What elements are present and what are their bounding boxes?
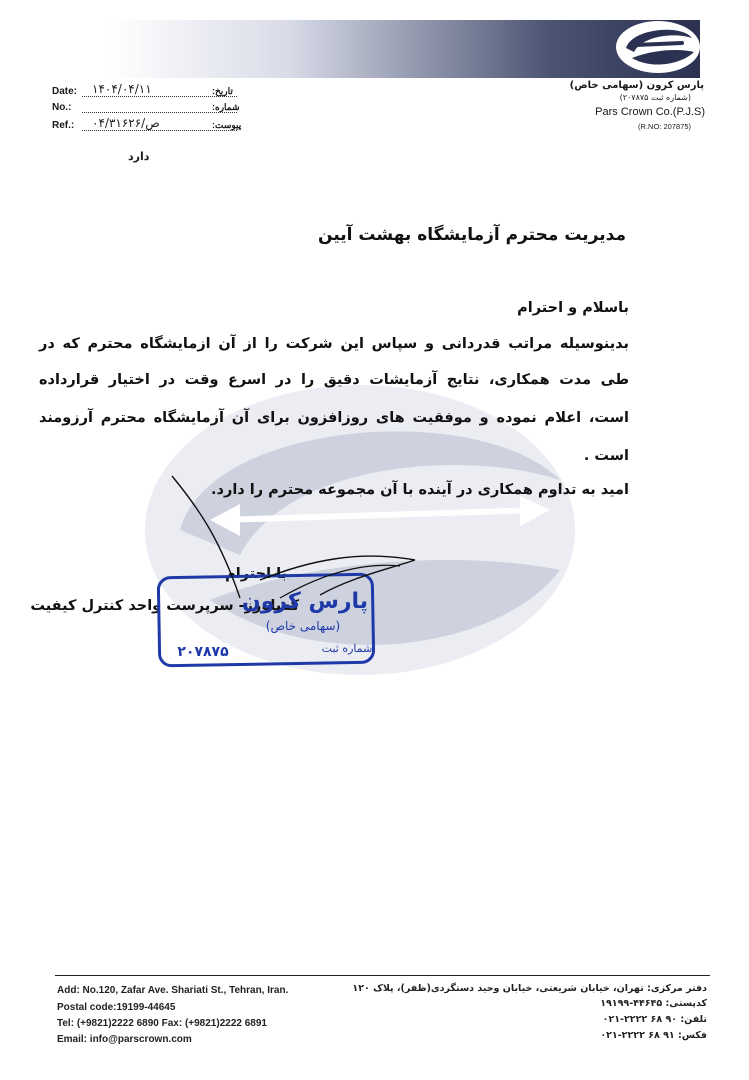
footer-divider [55,975,710,976]
body-line-1: بدینوسیله مراتب قدردانی و سپاس این شرکت را از آن ازمایشگاه محترم که در [39,336,629,352]
footer-address-en: Add: No.120, Zafar Ave. Shariati St., Tehran, Iran. [57,985,289,996]
company-logo [612,18,704,76]
body-line-4: است . [583,448,629,464]
company-registration-fa: (شماره ثبت ۲۰۷۸۷۵) [619,93,691,102]
body-line-3: است، اعلام نموده و موفقیت های روزافزون برای آن آزمایشگاه محترم آرزومند [39,410,629,426]
reference-label: Ref.: [52,120,75,131]
closing-wish-line: امید به تداوم همکاری در آینده با آن مجموعه محترم را دارد. [211,482,629,498]
number-field [52,102,240,113]
date-label: Date: [52,86,78,97]
attachment-value: دارد [128,150,150,163]
footer-postal-fa: کدپستی: ۴۴۶۴۵-۱۹۱۹۹ [600,998,707,1009]
company-name-fa: پارس کرون (سهامی خاص) [569,80,704,91]
greeting-line: باسلام و احترام [517,300,629,316]
date-value: ۱۴۰۴/۰۴/۱۱ [92,82,152,96]
company-name-en: Pars Crown Co.(P.J.S) [595,106,705,118]
body-line-2: طی مدت همکاری، نتایج آزمایشات دقیق را در اسرع وقت در اختیار قرارداده [39,372,629,388]
stamp-reg-number: ۲۰۷۸۷۵ [177,644,229,660]
reference-label-fa: پیوست: [212,120,242,130]
signatory-line: کشاورز- سرپرست واحد کنترل کیفیت [30,598,299,614]
stamp-type-text: (سهامی خاص) [265,619,341,633]
signature-scribble [170,470,430,600]
company-registration-en: (R.NO: 207875) [638,122,691,131]
date-field [52,82,233,97]
footer-email-en: Email: info@parscrown.com [57,1034,192,1045]
footer-address-fa: دفتر مرکزی: تهران، خیابان شریعتی، خیابان وحید دستگردی(ظفر)، پلاک ۱۲۰ [352,983,707,994]
stamp-company-text: پارس کرون [241,589,369,614]
reference-field [52,116,242,131]
stamp-reg-label: شماره ثبت [321,642,373,655]
date-label-fa: تاریخ: [212,86,233,96]
footer-phone-fa: تلفن: ۹۰ ۶۸ ۲۲۲۲-۰۲۱ [602,1014,707,1025]
recipient-line: مدیریت محترم آزمایشگاه بهشت آیین [318,225,626,245]
reference-value: ۰۴/ص/۳۱۶۲۶ [92,116,160,130]
footer-postal-en: Postal code:19199-44645 [57,1002,176,1013]
footer-phone-en: Tel: (+9821)2222 6890 Fax: (+9821)2222 6891 [57,1018,267,1029]
number-label: No.: [52,102,72,113]
sign-off-line: با احترام [225,566,287,582]
number-label-fa: شماره: [212,102,240,112]
footer-fax-fa: فکس: ۹۱ ۶۸ ۲۲۲۲-۰۲۱ [600,1030,707,1041]
